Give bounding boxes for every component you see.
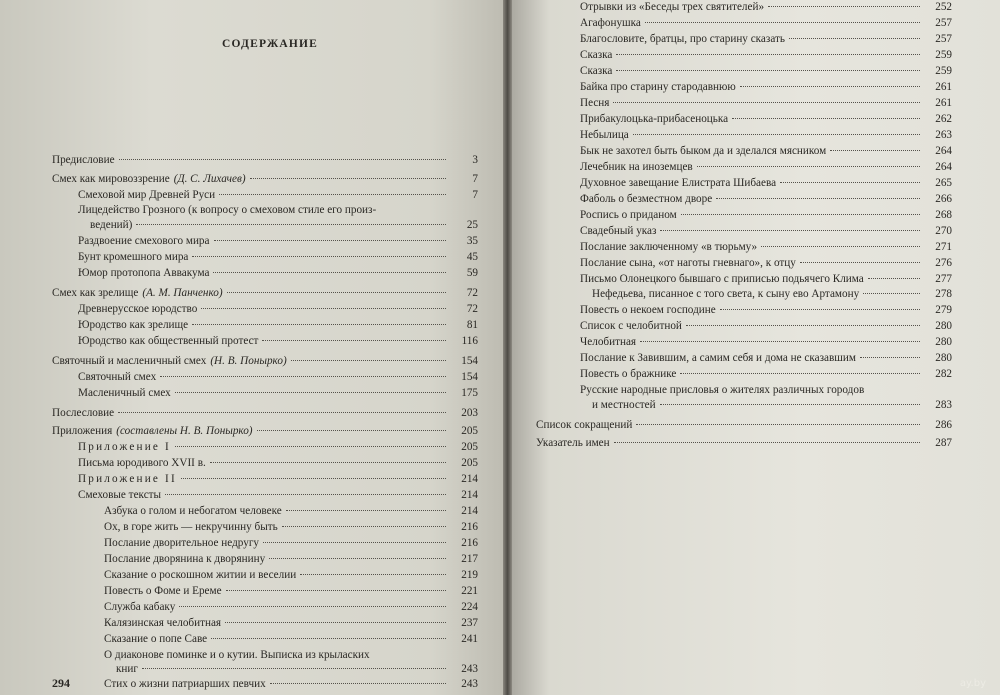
toc-entry	[580, 208, 952, 223]
toc-page-number: 3	[472, 154, 478, 166]
toc-entry-title: Послание сына, «от наготы гневнаго», к отцу	[580, 257, 796, 269]
toc-entry	[78, 370, 478, 385]
toc-entry	[580, 256, 952, 271]
dot-leader	[175, 445, 446, 447]
toc-entry-title: Бунт кромешного мира	[78, 251, 189, 263]
toc-page-number: 175	[461, 387, 478, 399]
toc-entry	[104, 584, 478, 599]
toc-entry	[90, 218, 478, 233]
toc-page-number: 271	[935, 241, 952, 253]
dot-leader	[863, 292, 920, 294]
toc-page-number: 259	[935, 49, 952, 61]
toc-entry	[78, 440, 478, 455]
toc-entry-title: О диаконове поминке и о кутии. Выписка из крыласких	[104, 649, 370, 661]
toc-entry	[78, 203, 478, 218]
dot-leader	[213, 271, 446, 273]
toc-entry-title: Сказание о роскошном житии и веселии	[104, 569, 297, 581]
toc-entry	[580, 351, 952, 366]
dot-leader	[680, 372, 920, 374]
dot-leader	[269, 557, 446, 559]
toc-page-number: 205	[461, 441, 478, 453]
toc-page-number: 217	[461, 553, 478, 565]
toc-entry	[104, 648, 478, 663]
toc-entry	[536, 436, 952, 451]
toc-entry	[580, 303, 952, 318]
dot-leader	[380, 209, 446, 210]
dot-leader	[716, 197, 920, 199]
toc-entry-title: Лицедейство Грозного (к вопросу о смеховом стиле его произ-	[78, 204, 377, 216]
dot-leader	[686, 324, 920, 326]
toc-entry	[52, 153, 478, 168]
toc-entry-title: ведений)	[90, 219, 133, 231]
dot-leader	[250, 177, 446, 179]
toc-page-number: 214	[461, 473, 478, 485]
toc-page-number: 265	[935, 177, 952, 189]
toc-entry	[580, 176, 952, 191]
toc-entry	[592, 398, 952, 413]
dot-leader	[636, 423, 920, 425]
toc-entry-title: Лечебник на иноземцев	[580, 161, 693, 173]
toc-entry-author: (Н. В. Понырко)	[210, 355, 287, 367]
toc-entry	[78, 234, 478, 249]
toc-entry	[104, 568, 478, 583]
toc-page-number: 262	[935, 113, 952, 125]
toc-entry-title: Служба кабаку	[104, 601, 176, 613]
toc-entry-title: Русские народные присловья о жителях различных городов	[580, 384, 865, 396]
toc-page-number: 270	[935, 225, 952, 237]
toc-entry-title: Бык не захотел быть быком да и зделался мясником	[580, 145, 827, 157]
toc-page-number: 7	[472, 189, 478, 201]
toc-entry	[580, 319, 952, 334]
book-gutter	[503, 0, 512, 695]
toc-page-number: 264	[935, 161, 952, 173]
toc-page-number: 203	[461, 407, 478, 419]
toc-page-number: 266	[935, 193, 952, 205]
dot-leader	[136, 223, 446, 225]
toc-entry	[592, 287, 952, 302]
dot-leader	[160, 375, 446, 377]
toc-entry-title: Сказка	[580, 49, 613, 61]
toc-entry-title: Ох, в горе жить — некручинну быть	[104, 521, 278, 533]
dot-leader	[282, 525, 446, 527]
toc-entry	[104, 632, 478, 647]
toc-page-number: 263	[935, 129, 952, 141]
dot-leader	[374, 654, 446, 655]
toc-entry	[580, 112, 952, 127]
toc-entry-title: Небылица	[580, 129, 629, 141]
dot-leader	[640, 340, 920, 342]
toc-entry	[536, 418, 952, 433]
toc-page-number: 224	[461, 601, 478, 613]
toc-entry	[580, 128, 952, 143]
dot-leader	[179, 605, 446, 607]
toc-entry-title: Приложение II	[78, 473, 177, 485]
dot-leader	[789, 37, 920, 39]
toc-entry-title: Приложения	[52, 425, 113, 437]
toc-entry	[104, 504, 478, 519]
toc-entry	[104, 677, 478, 692]
toc-page-number: 116	[461, 335, 478, 347]
toc-entry	[52, 354, 478, 369]
toc-page-number: 243	[461, 678, 478, 690]
toc-page-number: 205	[461, 457, 478, 469]
toc-entry	[78, 456, 478, 471]
dot-leader	[616, 69, 920, 71]
toc-entry-title: Сказка	[580, 65, 613, 77]
toc-entry-author: (А. М. Панченко)	[142, 287, 223, 299]
toc-page-number: 261	[935, 97, 952, 109]
toc-entry-title: Смех как зрелище	[52, 287, 139, 299]
toc-entry-title: Свадебный указ	[580, 225, 657, 237]
toc-page-number: 7	[472, 173, 478, 185]
dot-leader	[613, 101, 920, 103]
toc-entry-title: Нефедьева, писанное с того света, к сыну ево Артамону	[592, 288, 860, 300]
toc-entry	[580, 335, 952, 350]
toc-page-number: 81	[466, 319, 478, 331]
toc-entry-title: Юродство как общественный протест	[78, 335, 259, 347]
dot-leader	[165, 493, 446, 495]
dot-leader	[660, 403, 920, 405]
toc-entry-title: Святочный и масленичный смех	[52, 355, 207, 367]
toc-entry-title: Стих о жизни патриарших певчих	[104, 678, 266, 690]
toc-page-number: 268	[935, 209, 952, 221]
dot-leader	[192, 323, 446, 325]
toc-entry-title: Повесть о бражнике	[580, 368, 677, 380]
toc-entry	[580, 96, 952, 111]
toc-entry	[78, 334, 478, 349]
toc-entry-title: Отрывки из «Беседы трех святителей»	[580, 1, 765, 13]
dot-leader	[211, 637, 446, 639]
dot-leader	[300, 573, 446, 575]
dot-leader	[614, 441, 920, 443]
toc-entry-title: Раздвоение смехового мира	[78, 235, 210, 247]
dot-leader	[720, 308, 920, 310]
toc-entry	[580, 32, 952, 47]
toc-page-number: 278	[935, 288, 952, 300]
toc-page-number: 35	[466, 235, 478, 247]
toc-page-number: 279	[935, 304, 952, 316]
toc-entry-title: Письма юродивого XVII в.	[78, 457, 206, 469]
toc-page-number: 72	[466, 287, 478, 299]
toc-entry	[580, 224, 952, 239]
toc-page-number: 72	[466, 303, 478, 315]
dot-leader	[118, 411, 446, 413]
dot-leader	[697, 165, 920, 167]
dot-leader	[860, 356, 920, 358]
toc-page-number: 280	[935, 320, 952, 332]
dot-leader	[201, 307, 446, 309]
toc-entry	[580, 383, 952, 398]
dot-leader	[119, 158, 446, 160]
toc-page-number: 287	[935, 437, 952, 449]
toc-entry-title: Роспись о приданом	[580, 209, 677, 221]
toc-entry-title: Смеховой мир Древней Руси	[78, 189, 216, 201]
toc-entry	[78, 386, 478, 401]
dot-leader	[868, 389, 920, 390]
toc-page-number: 280	[935, 336, 952, 348]
toc-entry-title: Послесловие	[52, 407, 115, 419]
toc-entry	[104, 552, 478, 567]
toc-entry-title: Юродство как зрелище	[78, 319, 189, 331]
toc-entry-title: Послание заключенному «в тюрьму»	[580, 241, 758, 253]
dot-leader	[142, 667, 446, 669]
toc-entry	[580, 240, 952, 255]
dot-leader	[780, 181, 920, 183]
dot-leader	[800, 261, 920, 263]
toc-entry	[78, 472, 478, 487]
toc-entry	[580, 80, 952, 95]
dot-leader	[270, 682, 446, 684]
toc-page-number: 243	[461, 663, 478, 675]
dot-leader	[192, 255, 446, 257]
toc-page-number: 283	[935, 399, 952, 411]
toc-entry-title: Сказание о попе Саве	[104, 633, 208, 645]
toc-entry-title: Смех как мировоззрение	[52, 173, 170, 185]
toc-page-number: 280	[935, 352, 952, 364]
dot-leader	[616, 53, 920, 55]
dot-leader	[214, 239, 447, 241]
watermark-text: ay.by	[959, 678, 986, 689]
toc-entry-title: книг	[116, 663, 138, 675]
toc-entry-title: Список сокращений	[536, 419, 633, 431]
toc-page-number: 219	[461, 569, 478, 581]
toc-entry	[78, 250, 478, 265]
toc-page-number: 277	[935, 273, 952, 285]
toc-entry-title: Челобитная	[580, 336, 637, 348]
toc-entry-title: Песня	[580, 97, 610, 109]
toc-page-number: 216	[461, 537, 478, 549]
dot-leader	[219, 193, 446, 195]
toc-page-number: 214	[461, 489, 478, 501]
toc-entry-title: Послание дворительное недругу	[104, 537, 260, 549]
toc-page-number: 261	[935, 81, 952, 93]
toc-entry-title: Послание к Завившим, а самим себя и дома не сказавшим	[580, 352, 856, 364]
toc-page-number: 59	[466, 267, 478, 279]
toc-entry	[580, 160, 952, 175]
toc-entry	[580, 64, 952, 79]
toc-entry	[104, 600, 478, 615]
dot-leader	[830, 149, 920, 151]
toc-entry-author: (Д. С. Лихачев)	[173, 173, 246, 185]
toc-entry-title: Повесть о некоем господине	[580, 304, 716, 316]
dot-leader	[291, 359, 446, 361]
toc-entry	[580, 192, 952, 207]
toc-entry	[104, 520, 478, 535]
toc-page-number: 205	[461, 425, 478, 437]
dot-leader	[181, 477, 446, 479]
dot-leader	[768, 5, 920, 7]
toc-page-number: 214	[461, 505, 478, 517]
toc-entry-title: и местностей	[592, 399, 656, 411]
dot-leader	[175, 391, 446, 393]
toc-entry	[104, 536, 478, 551]
dot-leader	[225, 621, 446, 623]
toc-entry-title: Древнерусское юродство	[78, 303, 198, 315]
dot-leader	[633, 133, 920, 135]
toc-entry-title: Прибакулоцька-прибасеноцька	[580, 113, 729, 125]
toc-entry-title: Масленичный смех	[78, 387, 171, 399]
toc-page-number: 264	[935, 145, 952, 157]
dot-leader	[732, 117, 920, 119]
toc-entry-title: Благословите, братцы, про старину сказать	[580, 33, 785, 45]
toc-entry	[580, 0, 952, 15]
toc-entry-title: Духовное завещание Елистрата Шибаева	[580, 177, 777, 189]
toc-entry-title: Указатель имен	[536, 437, 610, 449]
toc-title: СОДЕРЖАНИЕ	[221, 38, 319, 50]
toc-page-number: 221	[461, 585, 478, 597]
toc-page-number: 286	[935, 419, 952, 431]
toc-page-number: 259	[935, 65, 952, 77]
dot-leader	[210, 461, 446, 463]
dot-leader	[262, 339, 446, 341]
left-page-number: 294	[52, 676, 70, 690]
dot-leader	[257, 429, 446, 431]
dot-leader	[226, 589, 446, 591]
toc-entry	[580, 367, 952, 382]
toc-entry-title: Письмо Олонецкого бывшаго с приписью подьячего Клима	[580, 273, 864, 285]
toc-entry	[78, 188, 478, 203]
toc-page-number: 45	[466, 251, 478, 263]
toc-entry	[580, 272, 952, 287]
toc-entry	[580, 16, 952, 31]
dot-leader	[286, 509, 446, 511]
dot-leader	[740, 85, 920, 87]
dot-leader	[761, 245, 920, 247]
toc-entry-title: Повесть о Фоме и Ереме	[104, 585, 222, 597]
toc-entry-title: Смеховые тексты	[78, 489, 162, 501]
toc-entry-title: Азбука о голом и небогатом человеке	[104, 505, 282, 517]
toc-entry	[52, 424, 478, 439]
toc-entry	[78, 266, 478, 281]
toc-entry	[580, 144, 952, 159]
toc-page-number: 241	[461, 633, 478, 645]
dot-leader	[681, 213, 920, 215]
dot-leader	[263, 541, 446, 543]
dot-leader	[868, 277, 920, 279]
toc-page-number: 257	[935, 17, 952, 29]
toc-page-number: 154	[461, 355, 478, 367]
toc-entry-title: Предисловие	[52, 154, 115, 166]
toc-entry	[78, 302, 478, 317]
toc-entry-title: Юмор протопопа Аввакума	[78, 267, 210, 279]
toc-page-number: 154	[461, 371, 478, 383]
toc-page-number: 252	[935, 1, 952, 13]
dot-leader	[645, 21, 920, 23]
toc-page-number: 216	[461, 521, 478, 533]
toc-entry	[52, 406, 478, 421]
toc-entry-title: Байка про старину стародавнюю	[580, 81, 736, 93]
toc-entry	[78, 318, 478, 333]
toc-page-number: 276	[935, 257, 952, 269]
toc-page-number: 25	[466, 219, 478, 231]
toc-entry-title: Послание дворянина к дворянину	[104, 553, 266, 565]
toc-entry-title: Фаболь о безместном дворе	[580, 193, 713, 205]
toc-entry-title: Святочный смех	[78, 371, 157, 383]
toc-entry	[52, 172, 478, 187]
toc-entry	[78, 488, 478, 503]
toc-entry	[580, 48, 952, 63]
toc-entry-title: Калязинская челобитная	[104, 617, 222, 629]
dot-leader	[227, 291, 446, 293]
toc-page-number: 257	[935, 33, 952, 45]
dot-leader	[660, 229, 920, 231]
toc-entry	[116, 662, 478, 677]
toc-entry	[104, 616, 478, 631]
toc-entry-title: Приложение I	[78, 441, 171, 453]
toc-entry-title: Агафонушка	[580, 17, 641, 29]
toc-page-number: 237	[461, 617, 478, 629]
toc-entry-author: (составлены Н. В. Понырко)	[116, 425, 253, 437]
toc-entry	[52, 286, 478, 301]
toc-page-number: 282	[935, 368, 952, 380]
toc-entry-title: Список с челобитной	[580, 320, 682, 332]
